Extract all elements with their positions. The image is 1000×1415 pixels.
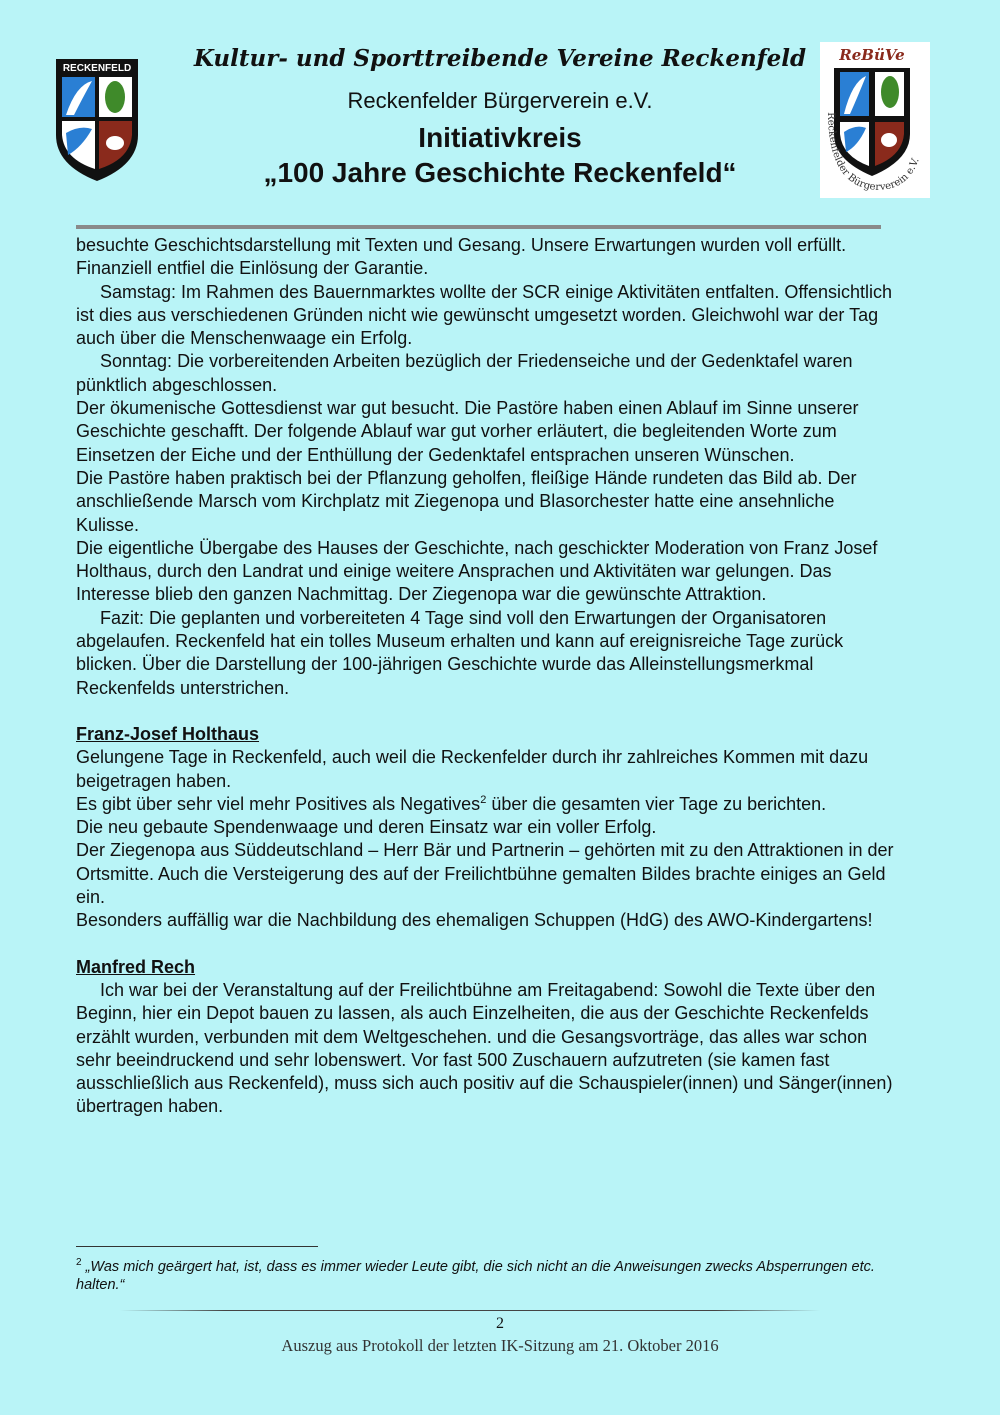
body-paragraph — [76, 793, 896, 816]
footnote-number: 2 — [76, 1257, 82, 1268]
body-paragraph: Ich war bei der Veranstaltung auf der Freilichtbühne am Freitagabend: Sowohl die Texte über den Beginn, hier ein Depot bauen zu lassen, als auch Einzelheiten, die aus der Geschichte Reckenfelds erzählt wurden, verbunden mit dem Weltgeschehen. und die Gesangsvorträge, das alles war schon sehr beeindruckend und sehr lobenswert. Vor fast 500 Zuschauern aufzutreten (sie kamen fast ausschließlich aus Reckenfeld), muss sich auch positiv auf die Schauspieler(innen) und Sänger(innen) übertragen haben. — [76, 979, 893, 1117]
header-title-line1: Initiativkreis — [418, 122, 582, 153]
footer-divider — [120, 1310, 820, 1311]
section-heading-rech: Manfred Rech — [76, 956, 196, 977]
body-paragraph: Der ökumenische Gottesdienst war gut besucht. Die Pastöre haben einen Ablauf im Sinne unserer Geschichte geschafft. Der folgende Ablauf war gut vorher erläutert, die begleitenden Worte zum Einsetzen der Eiche und der Enthüllung der Gedenktafel entsprachen unseren Wünschen. — [76, 398, 859, 465]
footnote-text: „Was mich geärgert hat, ist, dass es immer wieder Leute gibt, die sich nicht an die Anweisungen zwecks Absperrungen etc. halten.“ — [76, 1258, 875, 1293]
logo-right-title: ReBüVe — [839, 46, 905, 64]
body-paragraph: Samstag: Im Rahmen des Bauernmarktes wollte der SCR einige Aktivitäten entfalten. Offensichtlich ist dies aus verschiedenen Gründen nicht wie gewünscht umgesetzt worden. Gleichwohl war der Tag auch über die Menschenwaage ein Erfolg. — [76, 281, 893, 349]
body-paragraph: besuchte Geschichtsdarstellung mit Texten und Gesang. Unsere Erwartungen wurden voll erfüllt. Finanziell entfiel die Einlösung der Garantie. — [76, 235, 847, 279]
body-paragraph: Besonders auffällig war die Nachbildung des ehemaligen Schuppen (HdG) des AWO-Kindergartens! — [76, 910, 873, 931]
body-paragraph: Fazit: Die geplanten und vorbereiteten 4 Tage sind voll den Erwartungen der Organisatoren abgelaufen. Reckenfeld hat ein tolles Museum erhalten und kann auf ereignisreiche Tage zurück blicken. Über die Darstellung der 100-jährigen Geschichte wurde das Alleinstellungsmerkmal Reckenfelds unterstrichen. — [76, 607, 844, 698]
document-body — [76, 234, 896, 1119]
header-title — [0, 120, 1000, 190]
header-club-line: Reckenfelder Bürgerverein e.V. — [347, 88, 653, 113]
footnote — [76, 1254, 896, 1294]
body-text: über die gesamten vier Tage zu berichten. — [486, 793, 827, 814]
footnote-divider — [76, 1246, 318, 1247]
footnote-reference: 2 — [480, 793, 487, 806]
body-paragraph: Die Pastöre haben praktisch bei der Pflanzung geholfen, fleißige Hände rundeten das Bild ab. Der anschließende Marsch vom Kirchplatz mit Ziegenopa und Blasorchester hatte eine ansehnliche Kulisse. — [76, 467, 857, 535]
logo-left-text: RECKENFELD — [62, 63, 132, 74]
footer-text: Auszug aus Protokoll der letzten IK-Sitzung am 21. Oktober 2016 — [281, 1336, 719, 1355]
body-paragraph: Gelungene Tage in Reckenfeld, auch weil die Reckenfelder durch ihr zahlreiches Kommen mit dazu beigetragen haben. — [76, 747, 869, 791]
header-org-line: Kultur- und Sporttreibende Vereine Reckenfeld — [193, 45, 807, 72]
body-paragraph: Die eigentliche Übergabe des Hauses der Geschichte, nach geschickter Moderation von Franz Josef Holthaus, durch den Landrat und einige weitere Ansprachen und Aktivitäten war gelungen. Das Interesse blieb den ganzen Nachmittag. Der Ziegenopa war die gewünschte Attraktion. — [76, 537, 878, 605]
body-paragraph: Sonntag: Die vorbereitenden Arbeiten bezüglich der Friedenseiche und der Gedenktafel waren pünktlich abgeschlossen. — [76, 351, 853, 395]
header-divider — [76, 225, 881, 229]
logo-right-ring-text: Reckenfelder Bürgerverein e.V. — [824, 112, 922, 194]
section-heading-holthaus: Franz-Josef Holthaus — [76, 723, 260, 744]
body-text: Es gibt über sehr viel mehr Positives als Negatives — [76, 793, 481, 814]
header-title-line2: „100 Jahre Geschichte Reckenfeld“ — [263, 157, 737, 188]
body-paragraph: Die neu gebaute Spendenwaage und deren Einsatz war ein voller Erfolg. — [76, 817, 657, 838]
page-number: 2 — [496, 1315, 504, 1332]
body-paragraph: Der Ziegenopa aus Süddeutschland – Herr Bär und Partnerin – gehörten mit zu den Attraktionen in der Ortsmitte. Auch die Versteigerung des auf der Freilichtbühne gemalten Bildes brachte einiges an Geld ein. — [76, 840, 894, 908]
